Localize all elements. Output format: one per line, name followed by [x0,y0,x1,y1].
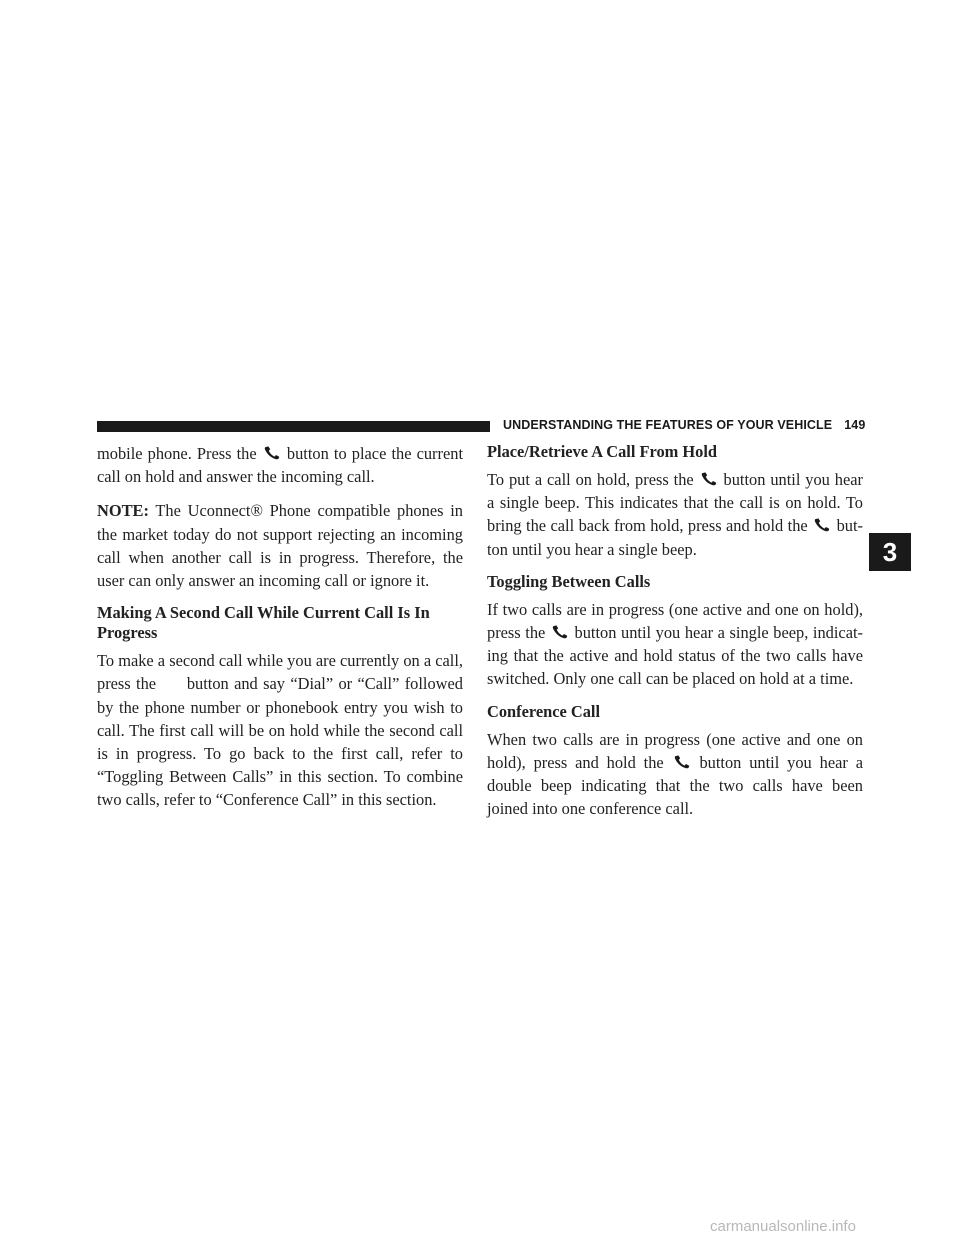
heading-place-retrieve-hold: Place/Retrieve A Call From Hold [487,442,718,461]
phone-icon [552,625,568,639]
paragraph-second-call: To make a second call while you are currently on a call, press the button and say “Dial” or “Call” followed by the phone number or phonebook entry you wish to call. The first call will be on hold while the second call is in progress. To go back to the first call, refer to “Toggling Between Calls” in this section. To combine two calls, refer to “Conference Call” in this section. [97,651,463,810]
paragraph-toggling: If two calls are in progress (one active and one on hold), press the button until you hear a single beep, indicat-ing that the active and hold status of the two calls have switched. Only one call can be placed on hold at a time. [487,599,863,689]
phone-icon [674,755,690,769]
section-title: UNDERSTANDING THE FEATURES OF YOUR VEHICLE [503,418,833,432]
paragraph-conference: When two calls are in progress (one active and one on hold), press and hold the button until you hear a double beep indicating that the two calls have been joined into one conference call. [487,729,863,819]
running-header [503,418,865,432]
chapter-tab: 3 [869,533,911,571]
phone-icon [814,518,830,532]
watermark: carmanualsonline.info [710,1218,856,1235]
heading-toggling: Toggling Between Calls [487,571,651,591]
left-column [97,442,463,823]
page-number: 149 [844,418,866,432]
paragraph-hold-answer: mobile phone. Press the button to place the current call on hold and answer the incoming call. [97,444,463,487]
heading-second-call: Making A Second Call While Current Call Is In Progress [97,603,430,643]
phone-icon [701,472,717,486]
note-paragraph: NOTE: The Uconnect® Phone compatible phones in the market today do not support rejecting an incoming call when another call is in progress. Therefore, the user can only answer an incoming call or ignore it. [97,501,463,591]
paragraph-hold: To put a call on hold, press the button until you hear a single beep. This indicates that the call is on hold. To bring the call back from hold, press and hold the but-ton until you hear a single beep. [487,470,863,559]
heading-conference: Conference Call [487,701,601,721]
right-column [487,442,863,831]
header-rule [97,421,490,432]
phone-icon [264,446,280,460]
note-label: NOTE: [97,501,149,521]
